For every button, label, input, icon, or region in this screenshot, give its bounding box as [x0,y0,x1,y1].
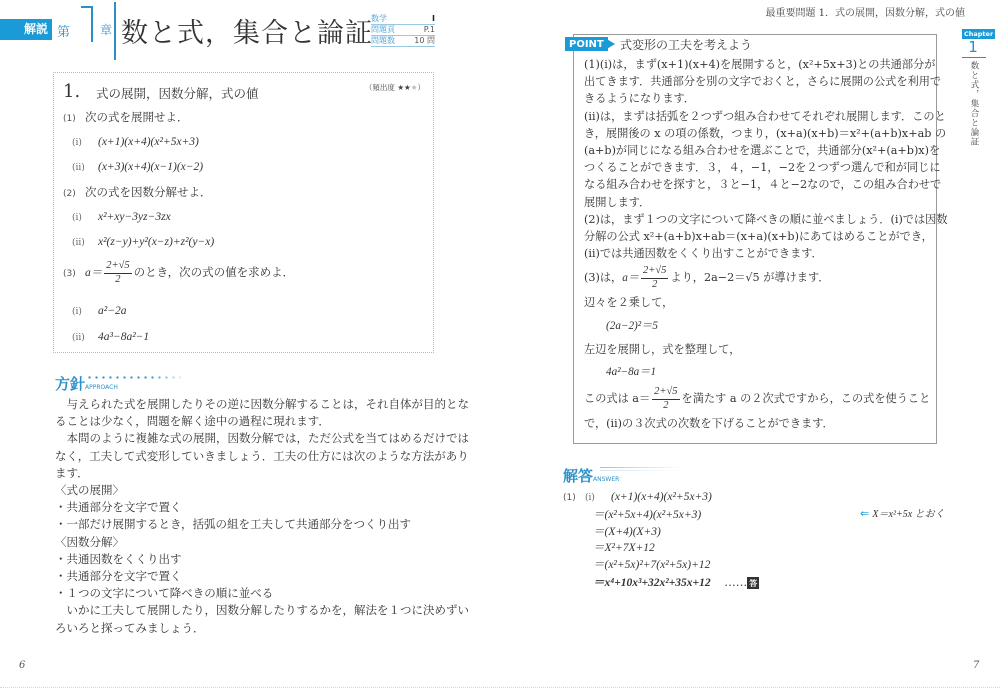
heading-dots-fade [150,376,190,379]
chapter-tab-number: 1 [968,38,978,56]
part-1-instruction [63,109,189,125]
section-tab-kaisetsu: 解説 [0,19,52,40]
approach-line: 本問のように複雑な式の展開，因数分解では，ただ公式を当てはめるだけでは [55,431,469,446]
answer-heading [563,465,619,486]
heading-rule-decoration [600,470,680,471]
info-value: Ⅰ [432,14,435,23]
point-tag: POINT [565,37,608,51]
point-title: 式変形の工夫を考えよう [620,38,753,52]
point-equation: (2a−2)²＝5 [606,319,658,332]
item-label: (ⅰ) [585,493,595,503]
answer-step-first [563,488,943,507]
instruction-text: のとき，次の式の値を求めよ． [133,265,295,279]
math-lhs: a＝ [622,272,640,285]
chapter-side-tab [962,26,1000,147]
info-key: 問題頁 [371,25,395,34]
chapter-tab-rule [962,57,986,58]
side-note [860,505,945,520]
play-arrow-icon [605,38,615,50]
part-3-item-i [72,303,126,317]
item-label: (ⅰ) [72,213,82,223]
page-number-left: 6 [19,660,26,671]
point-line: (ⅱ)では共通因数をくくり出すことができます． [584,247,823,261]
info-row-count [371,36,435,47]
point-line: つくることができます．３，４，−1，−2を２つずつ選んで和が同じに [584,161,941,175]
approach-line: ・一部だけ展開するとき，括弧の組を工夫して共通部分をつくり出す [55,517,412,532]
part3-prefix: (3)は， [584,271,623,285]
item-label: (ⅱ) [72,163,85,173]
fraction-numerator: 2+√5 [652,387,679,400]
chapter-tab-label: Chapter [964,30,994,38]
instruction-text: 次の式を展開せよ． [85,110,189,124]
heading-rule-decoration [600,467,680,468]
answer-heading-en: ANSWER [593,476,620,483]
chapter-prefix: 第 [57,25,71,40]
running-head: 最重要問題 1．式の展開，因数分解，式の値 [765,8,965,19]
approach-line: ・共通部分を文字で置く [55,569,182,584]
star-filled-icon: ★★ [397,83,411,92]
answer-step: ＝X²+7X+12 [593,542,655,555]
math-expression: 4a³−8a²−1 [98,331,150,343]
approach-line: 〈因数分解〉 [55,534,124,549]
point-line: なる組み合わせを探すと，３と−1，４と−2なので，この組み合わせで [584,178,942,192]
fraction-numerator: 2+√5 [641,266,668,279]
answer-step: ＝(x²+5x)²+7(x²+5x)+12 [593,559,711,572]
approach-line: なく，工夫して式変形していきましょう．工夫の仕方には次のような方法があり [55,448,469,463]
math-expression: x²+xy−3yz−3zx [98,211,171,223]
point-line: で，(ⅱ)の３次式の次数を下げることができます． [584,417,834,431]
final-prefix: この式は a＝ [584,392,651,406]
math-expression: (x+1)(x+4)(x²+5x+3) [611,491,712,503]
point-equation: 4a²−8a＝1 [606,366,657,379]
approach-line: ることは少なく，問題を解く途中の過程に現れます． [55,414,330,429]
part-label: (2) [63,189,76,199]
point-line: 辺々を２乗して， [584,296,674,310]
approach-body [55,396,469,637]
part-label: (3) [63,269,76,279]
arrow-left-icon: ⇐ [860,507,870,520]
fraction [104,261,131,285]
part3-suffix: より，2a−2＝√5 が導けます． [670,271,830,285]
item-label: (ⅰ) [72,307,82,317]
point-line: (ⅱ)は，まずは括弧を２つずつ組み合わせてそれぞれ展開します．このと [584,109,946,123]
item-label: (ⅱ) [72,333,85,343]
chapter-title: 数と式，集合と論証 [121,18,373,49]
info-value: 10 問 [414,36,435,45]
fraction-numerator: 2+√5 [104,261,131,274]
final-suffix: を満たす a の２次式ですから，この式を使うこと [681,392,931,406]
fraction [652,387,679,411]
problem-title: 式の展開，因数分解，式の値 [96,86,259,101]
answer-step-final [563,574,943,592]
bottom-edge-rule [0,687,1000,688]
approach-line: ・共通因数をくくり出す [55,551,182,566]
title-divider [114,2,116,60]
point-line: 出てきます．共通部分を別の文字でおくと，さらに展開の公式を利用で [584,75,942,89]
point-line: (2)は，まず１つの文字について降べきの順に並べましょう．(ⅰ)では因数 [584,212,948,226]
approach-line: いかに工夫して展開したり，因数分解したりするかを，解法を１つに決めずい [55,603,469,618]
chapter-suffix: 章 [100,23,113,37]
point-line: (1)(ⅰ)は，まず(x+1)(x+4)を展開すると，(x²+5x+3)との共通部分が [584,58,936,71]
part-3-instruction [63,261,294,285]
approach-line: ます． [55,465,89,480]
fraction [641,266,668,290]
approach-heading-en: APPROACH [85,384,118,391]
answer-step: ＝(x²+5x+4)(x²+5x+3) [593,508,702,521]
point-line: 展開します． [584,195,651,209]
approach-line: 与えられた式を展開したりその逆に因数分解することは，それ自体が目的とな [55,397,469,411]
item-label: (ⅰ) [72,138,82,148]
point-body [584,56,948,432]
math-expression: a²−2a [98,305,127,317]
answer-step: ＝(X+4)(X+3) [593,525,661,538]
part-label: (1) [63,114,76,124]
point-part3-line [584,266,934,290]
math-expression: x²(z−y)+y²(x−z)+z²(y−x) [98,236,215,248]
part-2-item-ii [72,234,214,248]
chapter-info-table [371,14,435,47]
math-expression: (x+3)(x+4)(x−1)(x−2) [98,161,204,173]
math-expression: (x+1)(x+4)(x²+5x+3) [98,136,199,148]
answer-dots: …… [724,574,748,589]
math-lhs: a＝ [85,267,103,279]
part-1-item-ii [72,159,203,173]
approach-heading-jp: 方針 [55,375,86,393]
item-label: (ⅱ) [72,238,85,248]
info-row-subject [371,14,435,25]
frequency-close: ） [417,83,425,92]
math-expression: ＝x⁴+10x³+32x²+35x+12 [593,576,711,589]
approach-line: ろいろと探ってみましょう． [55,620,205,635]
fraction-denominator: 2 [663,399,669,411]
fraction-denominator: 2 [652,278,658,290]
info-key: 数学 [371,14,387,23]
instruction-text: 次の式を因数分解せよ． [85,185,212,199]
info-key: 問題数 [371,36,395,45]
problem-box [53,72,434,353]
point-line: きるようになります． [584,92,695,106]
frequency-label: （頻出度 [364,83,398,92]
part-3-item-ii [72,329,149,343]
chapter-tab-title: 数と式，集合と論証 [969,61,979,147]
point-line: き，展開後の x の項の係数，つまり，(x+a)(x+b)＝x²+(a+b)x+ab の [584,126,947,140]
point-line: 分解の公式 x²+(a+b)x+ab＝(x+a)(x+b)にあてはめることができ， [584,230,933,244]
point-final-line [584,387,934,411]
star-empty-icon: ★ [410,83,418,92]
part-2-item-i [72,209,171,223]
page-number-right: 7 [973,660,980,671]
answer-mark-icon: 答 [749,577,758,588]
part-label: (1) [563,493,576,503]
problem-number: 1. [63,81,81,102]
approach-line: ・１つの文字について降べきの順に並べる [55,586,274,601]
answer-body [563,488,943,592]
point-line: (a+b)が同じになる組み合わせを選ぶことで，共通部分(x²+(a+b)x)を [584,144,941,158]
part-2-instruction [63,184,212,200]
fraction-denominator: 2 [115,273,121,285]
approach-line: ・共通部分を文字で置く [55,500,182,515]
answer-heading-jp: 解答 [563,467,594,485]
chapter-number-glyph [81,6,93,42]
point-line: 左辺を展開し，式を整理して， [584,342,741,356]
info-value: P.1 [423,25,435,34]
approach-line: 〈式の展開〉 [55,483,124,498]
part-1-item-i [72,134,199,148]
side-note-text: X＝x²+5x とおく [872,509,945,520]
frequency-rating [365,82,425,93]
info-row-page [371,25,435,36]
